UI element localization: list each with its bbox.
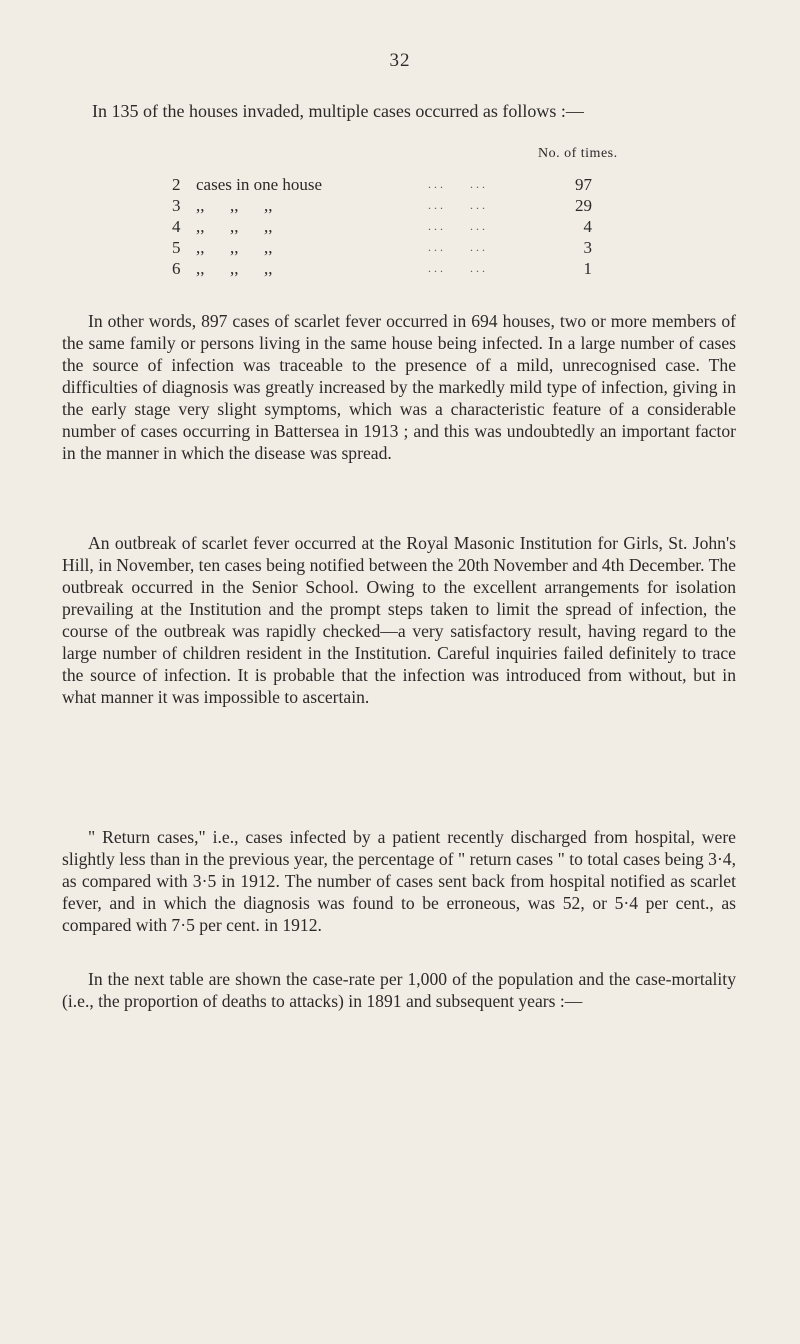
table-row <box>172 216 612 237</box>
row-description: ,, ,, ,, <box>196 196 273 215</box>
leader-dots: ... ... <box>428 198 488 212</box>
table-row <box>172 258 612 279</box>
row-description: cases in one house <box>196 175 323 194</box>
paragraph-masonic-outbreak: An outbreak of scarlet fever occurred at the Royal Masonic Institution for Girls, St. John's Hill, in November, ten cases being notified between the 20th November and 4th December. The outbreak occurred in the Senior School. Owing to the excellent arrangements for isolation prevailing at the Institution and the prompt steps taken to limit the spread of infection, the course of the outbreak was rapidly checked—a very satisfactory result, having regard to the large number of children resident in the Institution. Careful inquiries failed definitely to trace the source of infection. It is probable that the infection was introduced from without, but in what manner it was impossible to ascertain. <box>62 533 736 707</box>
row-description: ,, ,, ,, <box>196 217 273 236</box>
row-description: ,, ,, ,, <box>196 238 273 257</box>
table-row <box>172 174 612 195</box>
row-count: 2 <box>172 175 181 194</box>
row-count: 6 <box>172 259 181 278</box>
row-count: 5 <box>172 238 181 257</box>
table-row <box>172 237 612 258</box>
paragraph-return-cases: " Return cases," i.e., cases infected by a patient recently discharged from hospital, were slightly less than in the previous year, the percentage of " return cases " to total cases being 3·4, as compared with 3·5 in 1912. The number of cases sent back from hospital notified as scarlet fever, and in which the diagnosis was found to be erroneous, was 52, or 5·4 per cent., as compared with 7·5 per cent. in 1912. <box>62 827 736 935</box>
row-count: 3 <box>172 196 181 215</box>
page-number: 32 <box>389 50 411 71</box>
leader-dots: ... ... <box>428 240 488 254</box>
row-count: 4 <box>172 217 181 236</box>
row-value: 1 <box>583 259 592 278</box>
row-value: 3 <box>583 238 592 257</box>
table-row <box>172 195 612 216</box>
table-column-header: No. of times. <box>538 146 618 161</box>
leader-dots: ... ... <box>428 261 488 275</box>
paragraph-other-words: In other words, 897 cases of scarlet fever occurred in 694 houses, two or more members of the same family or persons living in the same house being infected. In a large number of cases the source of infection was traceable to the presence of a mild, unrecognised case. The difficulties of diagnosis was greatly increased by the markedly mild type of infection, giving in the early stage very slight symptoms, which was a characteristic feature of a considerable number of cases occurring in Battersea in 1913 ; and this was undoubtedly an important factor in the manner in which the disease was spread. <box>62 311 736 463</box>
multiple-cases-table <box>172 174 612 279</box>
row-description: ,, ,, ,, <box>196 259 273 278</box>
leader-dots: ... ... <box>428 177 488 191</box>
row-value: 4 <box>583 217 592 236</box>
paragraph-next-table: In the next table are shown the case-rate per 1,000 of the population and the case-mortality (i.e., the proportion of deaths to attacks) in 1891 and subsequent years :— <box>62 969 736 1011</box>
row-value: 29 <box>575 196 592 215</box>
row-value: 97 <box>575 175 592 194</box>
intro-paragraph: In 135 of the houses invaded, multiple cases occurred as follows :— <box>92 101 584 121</box>
leader-dots: ... ... <box>428 219 488 233</box>
